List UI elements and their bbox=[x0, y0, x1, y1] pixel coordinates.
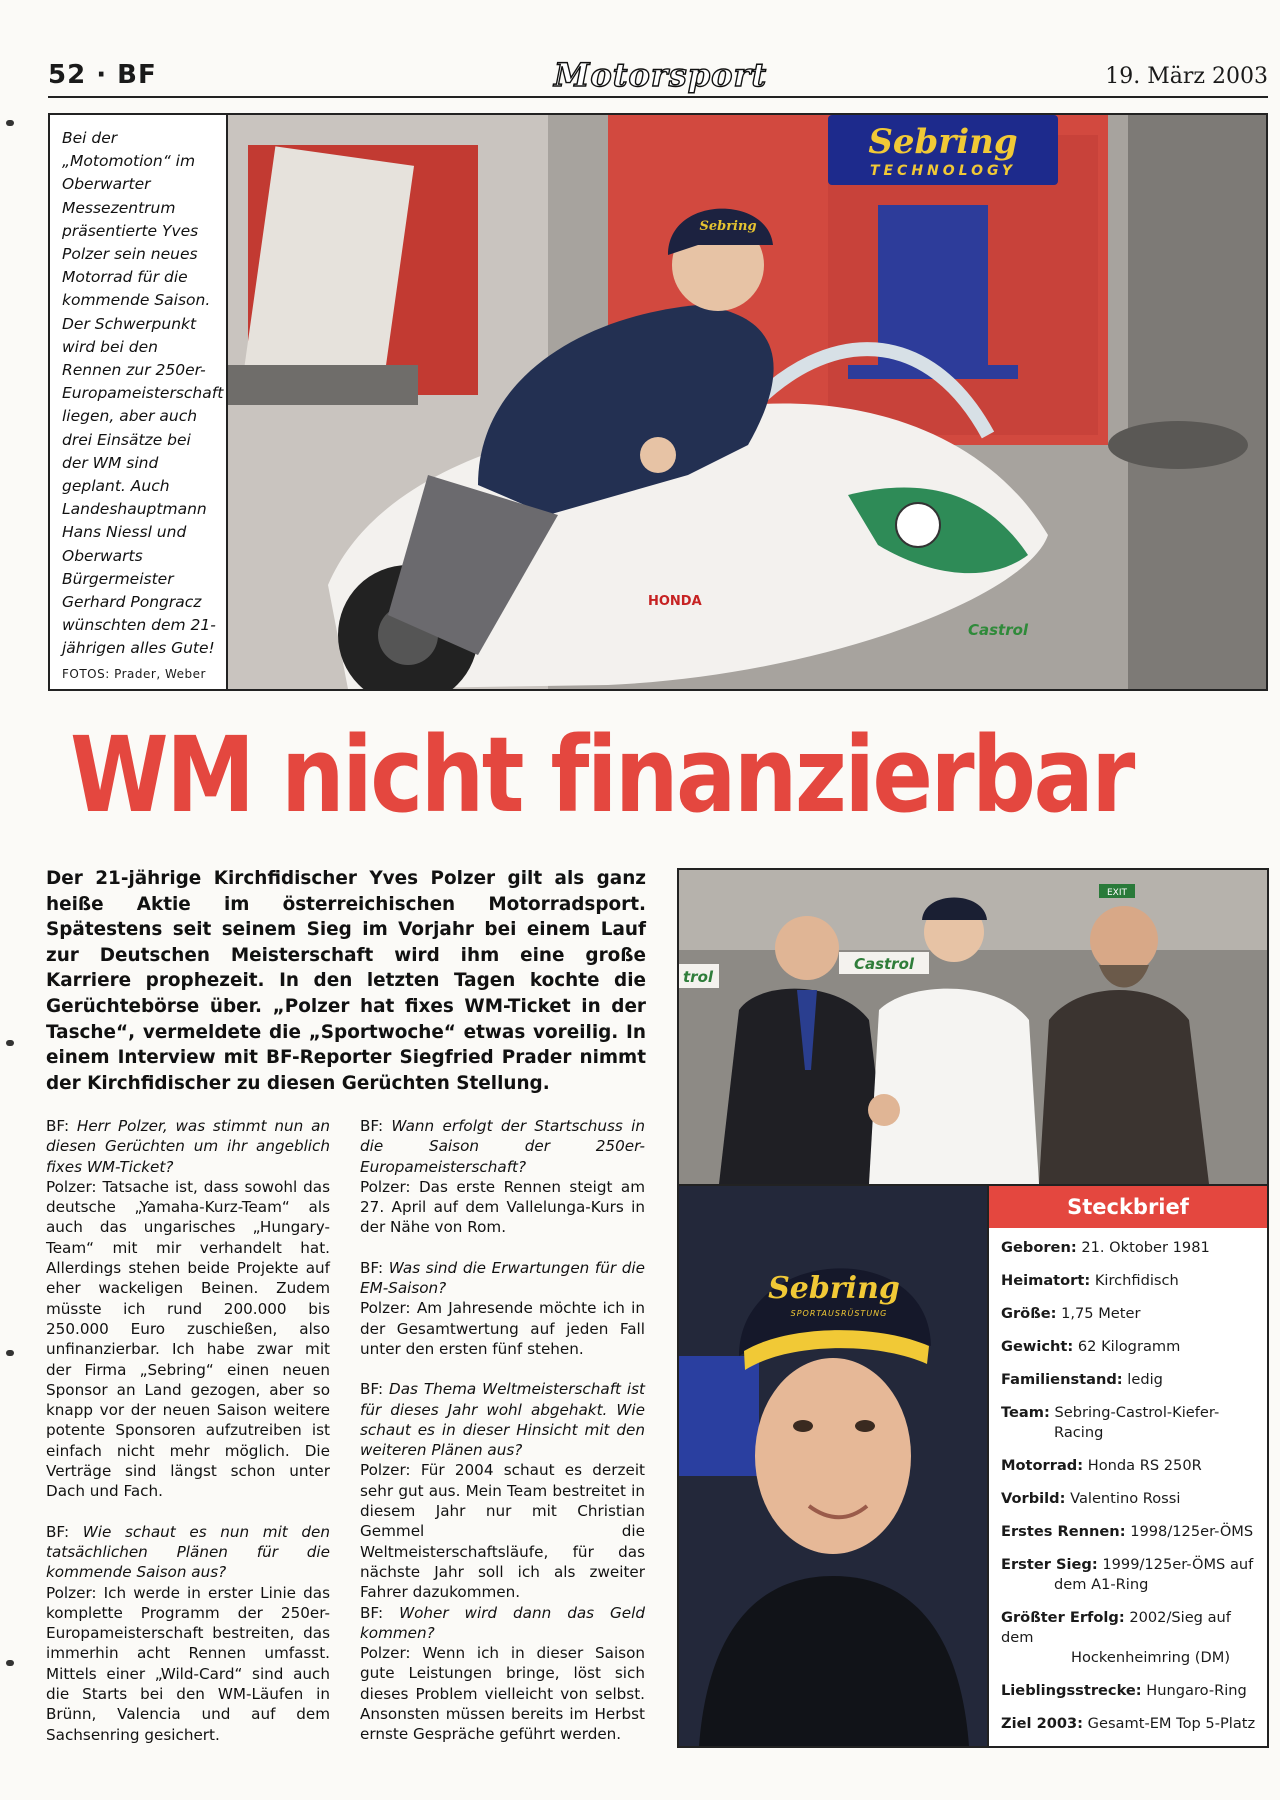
profile-value: Valentino Rossi bbox=[1070, 1490, 1181, 1507]
profile-row bbox=[1001, 1304, 1257, 1324]
question: Herr Polzer, was stimmt nun an diesen Gerüchten um ihr angeblich fixes WM-Ticket? bbox=[46, 1117, 331, 1176]
profile-value: 2002/Sieg auf dem bbox=[1001, 1609, 1231, 1646]
profile-label: Gewicht: bbox=[1001, 1338, 1074, 1355]
answer-label: Polzer: bbox=[360, 1177, 411, 1196]
profile-row bbox=[1001, 1238, 1257, 1258]
profile-label: Motorrad: bbox=[1001, 1457, 1084, 1474]
profile-row bbox=[1001, 1681, 1257, 1701]
profile-row bbox=[1001, 1714, 1257, 1734]
margin-mark bbox=[6, 120, 14, 126]
interview-column-1 bbox=[46, 1116, 330, 1745]
profile-row bbox=[1001, 1608, 1257, 1668]
profile-value: ledig bbox=[1127, 1371, 1163, 1388]
profile-label: Geboren: bbox=[1001, 1239, 1077, 1256]
profile-value-cont: Hockenheimring (DM) bbox=[1071, 1649, 1231, 1666]
profile-value: 62 Kilogramm bbox=[1077, 1338, 1181, 1355]
question: Woher wird dann das Geld kommen? bbox=[360, 1603, 646, 1642]
photo-rider-on-motorcycle bbox=[226, 113, 1268, 691]
profile-row bbox=[1001, 1370, 1257, 1390]
profile-label: Vorbild: bbox=[1001, 1490, 1066, 1507]
article-lead: Der 21-jährige Kirchfidischer Yves Polzer gilt als ganz heiße Aktie im österreichischen Motorradsport. Spätestens seit seinem Sieg im Vorjahr bei einem Lauf zur Deutschen Meisterschaft wird ihm eine große Karriere prophezeit. In den letzten Tagen kochte die Gerüchtebörse über. „Polzer hat fixes WM-Ticket in der Tasche“, vermeldete die „Sportwoche“ etwas voreilig. In einem Interview mit BF-Reporter Siegfried Prader nimmt der Kirchfidischer zu diesen Gerüchten Stellung. bbox=[46, 868, 646, 1094]
profile-list bbox=[989, 1228, 1267, 1734]
answer-label: Polzer: bbox=[360, 1299, 411, 1318]
question-label: BF: bbox=[360, 1603, 384, 1622]
bike-brand: HONDA bbox=[648, 594, 702, 609]
margin-mark bbox=[6, 1350, 14, 1356]
profile-value: Kirchfidisch bbox=[1094, 1272, 1179, 1289]
banner-brand: Sebring bbox=[868, 122, 1018, 162]
profile-label: Lieblingsstrecke: bbox=[1001, 1682, 1142, 1699]
section-title: Motorsport bbox=[554, 56, 768, 94]
profile-label: Erstes Rennen: bbox=[1001, 1523, 1126, 1540]
profile-row bbox=[1001, 1489, 1257, 1509]
interview-block bbox=[360, 1116, 645, 1238]
photo-caption: Bei der „Motomotion“ im Oberwarter Messezentrum präsentierte Yves Polzer sein neues Motorrad für die kommende Saison. Der Schwerpunkt wird bei den Rennen zur 250er-Europameisterschaft liegen, aber auch drei Einsätze bei der WM sind geplant. Auch Landeshauptmann Hans Niessl und Oberwarts Bürgermeister Gerhard Pongracz wünschten dem 21-jährigen alles Gute! bbox=[62, 129, 224, 658]
exit-sign: EXIT bbox=[1106, 888, 1128, 898]
profile-label: Größter Erfolg: bbox=[1001, 1609, 1125, 1626]
answer: Für 2004 schaut es derzeit sehr gut aus. Mein Team bestreitet in diesem Jahr nur mit Christian Gemmel die Weltmeisterschaftsläufe, für das nächste Jahr soll ich als zweiter Fahrer dazukommen. bbox=[360, 1461, 645, 1602]
profile-label: Team: bbox=[1001, 1404, 1050, 1421]
profile-title: Steckbrief bbox=[989, 1186, 1267, 1228]
profile-label: Größe: bbox=[1001, 1305, 1057, 1322]
interview-column-2 bbox=[360, 1116, 645, 1745]
question: Das Thema Weltmeisterschaft ist für dieses Jahr wohl abgehakt. Wie schaut es in dieser Hinsicht mit den weiteren Plänen aus? bbox=[360, 1380, 646, 1460]
page-number: 52 · BF bbox=[48, 60, 157, 90]
photo-portrait bbox=[677, 1186, 989, 1748]
photo-caption-box bbox=[48, 113, 226, 691]
profile-row bbox=[1001, 1555, 1257, 1595]
question-label: BF: bbox=[360, 1258, 384, 1277]
profile-value: Hungaro-Ring bbox=[1146, 1682, 1247, 1699]
profile-value: 1999/125er-ÖMS auf bbox=[1102, 1556, 1254, 1573]
profile-value-cont: Racing bbox=[1054, 1424, 1104, 1441]
photo-credit: FOTOS: Prader, Weber bbox=[62, 667, 206, 681]
answer-label: Polzer: bbox=[360, 1461, 411, 1480]
interview-block bbox=[360, 1379, 645, 1602]
answer-label: Polzer: bbox=[46, 1177, 97, 1196]
bike-sponsor: Castrol bbox=[968, 621, 1029, 639]
answer: Tatsache ist, dass sowohl das deutsche „Yamaha-Kurz-Team“ als auch das ungarisches „Hungary-Team“ mit mir verhandelt hat. Allerdings stehen beide Projekte auf eher wackeligen Beinen. Zudem müsste ich rund 200.000 bis 250.000 Euro zuschießen, also unfinanzierbar. Ich habe zwar mit der Firma „Sebring“ einen neuen Sponsor an Land gezogen, aber so knapp vor der neuen Saison weitere potente Sponsoren aufzutreiben ist einfach nicht mehr möglich. Die Verträge sind längst schon unter Dach und Fach. bbox=[46, 1177, 331, 1501]
profile-value: Gesamt-EM Top 5-Platz bbox=[1087, 1715, 1256, 1732]
profile-value: 1998/125er-ÖMS bbox=[1130, 1523, 1254, 1540]
mid-sponsor: Castrol bbox=[853, 955, 915, 973]
profile-label: Familienstand: bbox=[1001, 1371, 1123, 1388]
interview-block bbox=[46, 1522, 330, 1745]
question: Was sind die Erwartungen für die EM-Saison? bbox=[360, 1258, 645, 1298]
page-header bbox=[48, 56, 1268, 98]
profile-label: Erster Sieg: bbox=[1001, 1556, 1098, 1573]
question-label: BF: bbox=[360, 1117, 384, 1135]
photo-rider-illustration bbox=[228, 115, 1266, 689]
profile-value: Honda RS 250R bbox=[1087, 1457, 1202, 1474]
question-label: BF: bbox=[360, 1380, 384, 1399]
portrait-cap-brand: Sebring bbox=[768, 1271, 900, 1306]
issue-date: 19. März 2003 bbox=[1105, 64, 1268, 89]
profile-row bbox=[1001, 1337, 1257, 1357]
answer-label: Polzer: bbox=[360, 1644, 411, 1663]
portrait-cap-sub: SPORTAUSRÜSTUNG bbox=[790, 1309, 888, 1318]
margin-mark bbox=[6, 1660, 14, 1666]
banner-sub: TECHNOLOGY bbox=[869, 163, 1017, 179]
article-headline: WM nicht finanzierbar bbox=[70, 714, 1133, 836]
rider-cap-brand: Sebring bbox=[699, 219, 757, 234]
margin-mark bbox=[6, 1040, 14, 1046]
question: Wie schaut es nun mit den tatsächlichen Plänen für die kommende Saison aus? bbox=[46, 1522, 330, 1582]
answer-label: Polzer: bbox=[46, 1583, 97, 1602]
profile-label: Heimatort: bbox=[1001, 1272, 1091, 1289]
profile-value: Sebring-Castrol-Kiefer- bbox=[1054, 1404, 1220, 1421]
question-label: BF: bbox=[46, 1117, 70, 1135]
profile-value: 1,75 Meter bbox=[1061, 1305, 1141, 1322]
photo-handshake-illustration bbox=[679, 870, 1267, 1184]
photo-handshake bbox=[677, 868, 1269, 1186]
profile-label: Ziel 2003: bbox=[1001, 1715, 1084, 1732]
portrait-illustration bbox=[679, 1186, 987, 1746]
profile-row bbox=[1001, 1271, 1257, 1291]
profile-value: 21. Oktober 1981 bbox=[1081, 1239, 1210, 1256]
profile-row bbox=[1001, 1403, 1257, 1443]
profile-row bbox=[1001, 1456, 1257, 1476]
mid-sign-partial: trol bbox=[683, 968, 714, 986]
answer: Wenn ich in dieser Saison gute Leistungen bringe, löst sich dieses Problem vielleicht von selbst. Ansonsten müssen bereits im Herbst ernste Gespräche geführt werden. bbox=[360, 1644, 645, 1744]
interview-block bbox=[360, 1258, 645, 1359]
answer: Ich werde in erster Linie das komplette Programm der 250er-Europameisterschaft bestreiten, das immerhin acht Rennen umfasst. Mittels einer „Wild-Card“ sind auch die Starts bei den WM-Läufen in Brünn, Valencia und auf dem Sachsenring gesichert. bbox=[46, 1583, 330, 1744]
profile-box bbox=[989, 1186, 1269, 1748]
interview-block bbox=[360, 1603, 645, 1745]
answer: Das erste Rennen steigt am 27. April auf dem Vallelunga-Kurs in der Nähe von Rom. bbox=[360, 1177, 645, 1237]
answer: Am Jahresende möchte ich in der Gesamtwertung auf jeden Fall unter den ersten fünf stehen. bbox=[360, 1299, 645, 1358]
profile-value-cont: dem A1-Ring bbox=[1054, 1576, 1149, 1593]
profile-row bbox=[1001, 1522, 1257, 1542]
interview-block bbox=[46, 1116, 330, 1502]
question: Wann erfolgt der Startschuss in die Saison der 250er-Europameisterschaft? bbox=[360, 1117, 645, 1176]
question-label: BF: bbox=[46, 1522, 70, 1541]
